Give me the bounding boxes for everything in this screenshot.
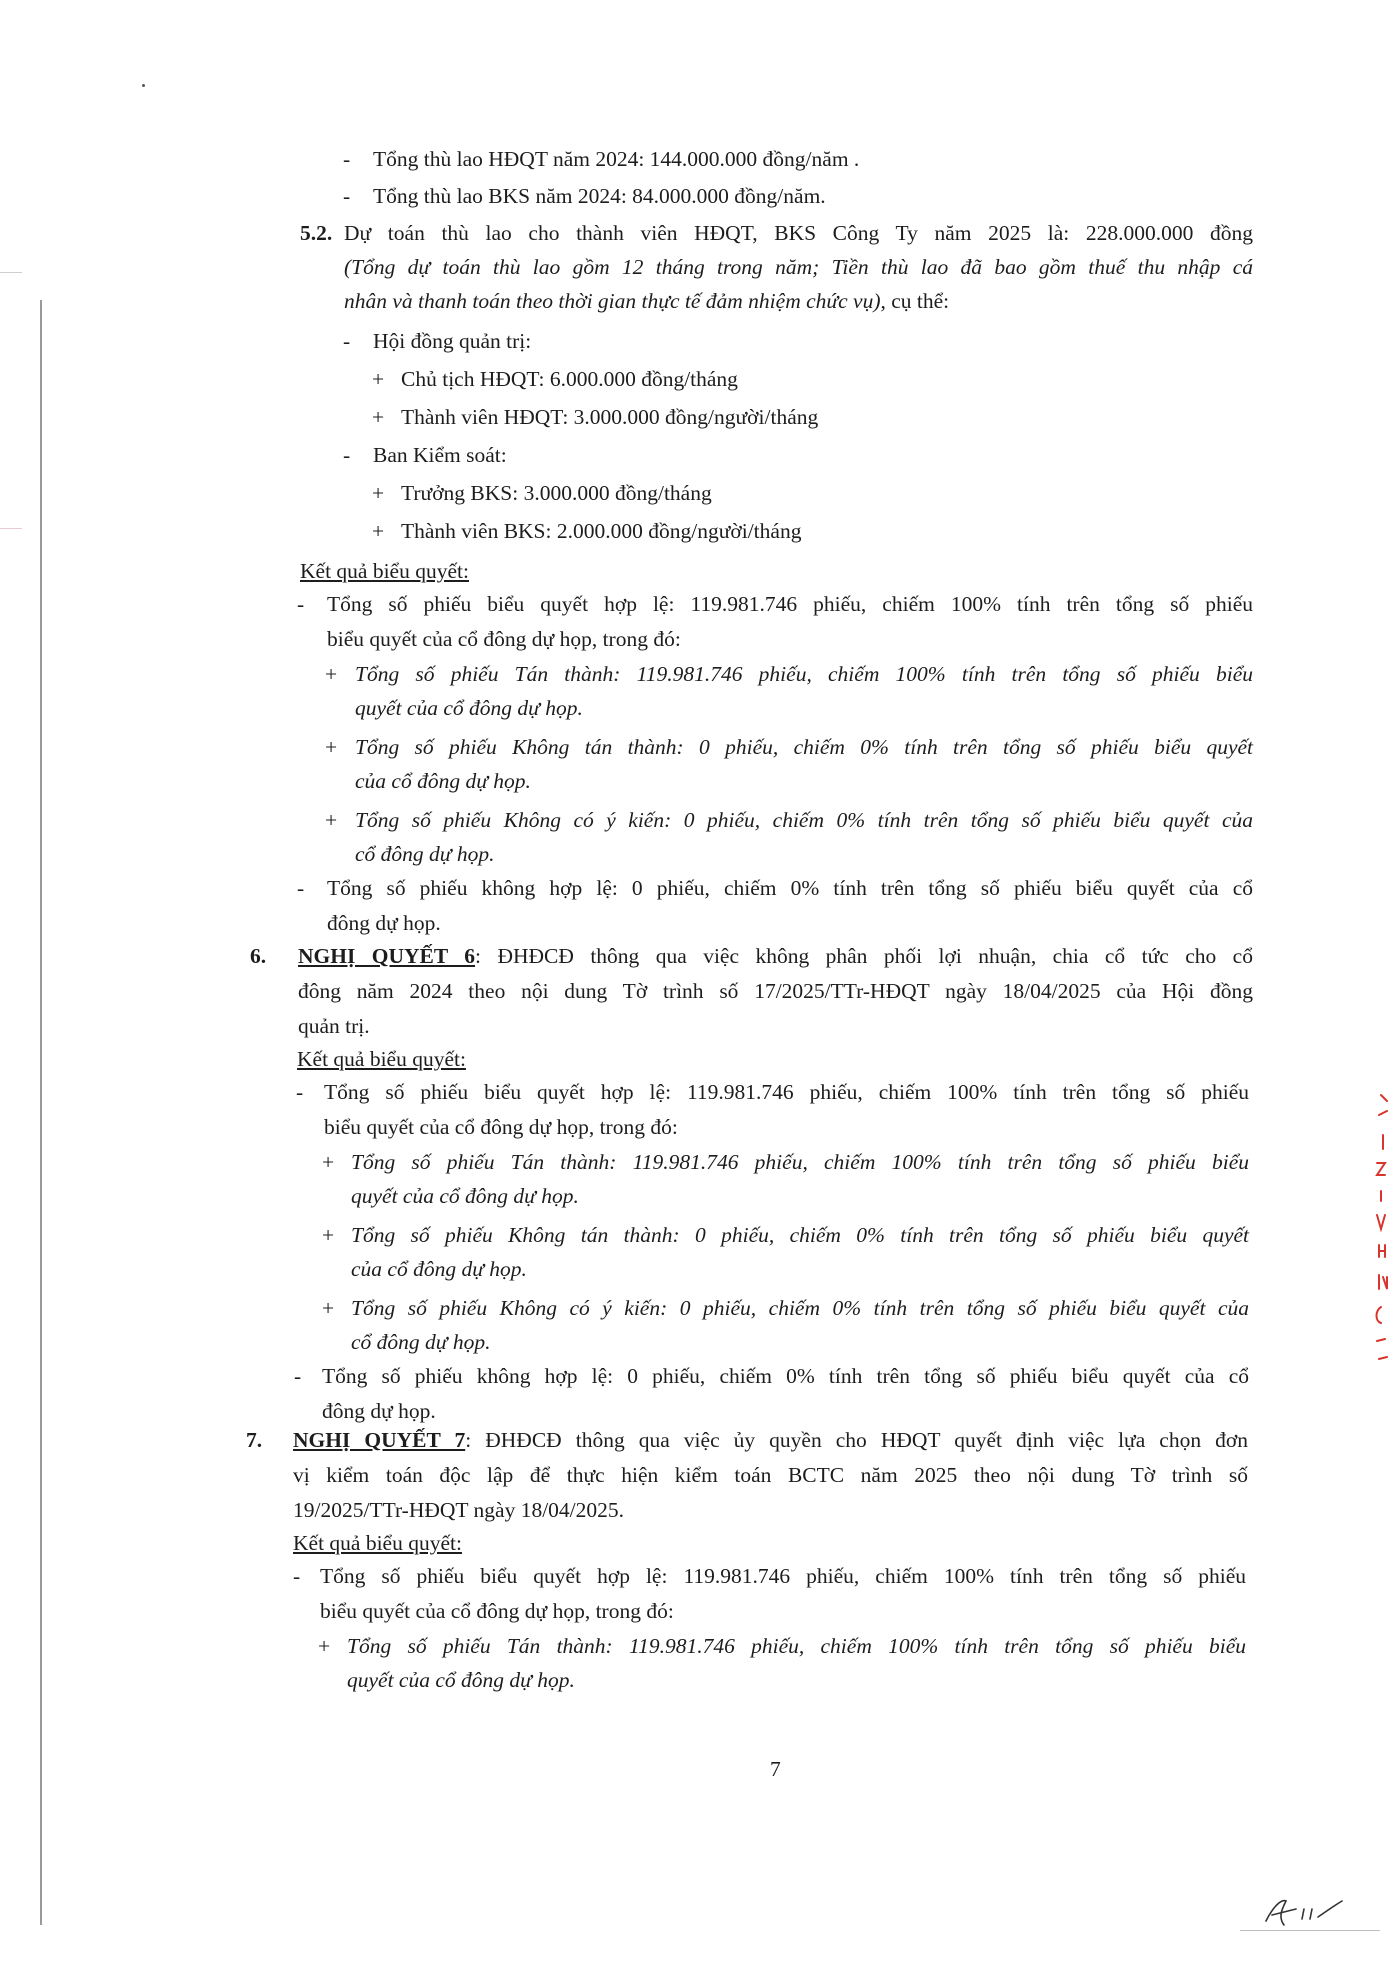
red-stamp-fragment: [1367, 1085, 1389, 1385]
resolution-7-line1: [293, 1421, 1248, 1459]
chair-remuneration: Chủ tịch HĐQT: 6.000.000 đồng/tháng: [401, 367, 738, 391]
vote-result-label: Kết quả biểu quyết:: [293, 1531, 462, 1555]
dash-marker: -: [297, 592, 305, 616]
plus-marker: +: [372, 367, 385, 391]
dash-marker: -: [343, 147, 351, 171]
valid-votes-line2: biểu quyết của cổ đông dự họp, trong đó:: [324, 1115, 678, 1139]
handwritten-initials: [1262, 1895, 1352, 1931]
resolution-7-line3: 19/2025/TTr-HĐQT ngày 18/04/2025.: [293, 1498, 625, 1522]
valid-votes-line1: Tổng số phiếu biểu quyết hợp lệ: 119.981.746 phiếu, chiếm 100% tính trên tổng số phiếu: [320, 1564, 1246, 1588]
dash-marker: -: [343, 443, 351, 467]
agree-votes-line2: quyết của cổ đông dự họp.: [355, 696, 583, 720]
plus-marker: +: [322, 1223, 335, 1247]
plus-marker: +: [325, 735, 338, 759]
agree-votes-line1: Tổng số phiếu Tán thành: 119.981.746 phiếu, chiếm 100% tính trên tổng số phiếu biểu: [347, 1634, 1246, 1658]
plus-marker: +: [322, 1296, 335, 1320]
agree-votes-line2: quyết của cổ đông dự họp.: [351, 1184, 579, 1208]
disagree-votes-line2: của cổ đông dự họp.: [355, 769, 531, 793]
dash-marker: -: [293, 1564, 301, 1588]
plus-marker: +: [318, 1634, 331, 1658]
invalid-votes-line2: đông dự họp.: [327, 911, 441, 935]
plus-marker: +: [372, 519, 385, 543]
resolution-7-line1-rest: : ĐHĐCĐ thông qua việc ủy quyền cho HĐQT quyết định việc lựa chọn đơn: [465, 1428, 1248, 1452]
hdqt-label: Hội đồng quản trị:: [373, 329, 532, 353]
bks-member-remuneration: Thành viên BKS: 2.000.000 đồng/người/tháng: [401, 519, 802, 543]
section-5-2-line2: (Tổng dự toán thù lao gồm 12 tháng trong năm; Tiền thù lao đã bao gồm thuế thu nhập cá: [344, 255, 1253, 279]
vote-result-label: Kết quả biểu quyết:: [300, 559, 469, 583]
hdqt-member-remuneration: Thành viên HĐQT: 3.000.000 đồng/người/tháng: [401, 405, 819, 429]
agree-votes-line1: Tổng số phiếu Tán thành: 119.981.746 phiếu, chiếm 100% tính trên tổng số phiếu biểu: [351, 1150, 1249, 1174]
resolution-6-line1: [298, 937, 1253, 975]
dash-marker: -: [296, 1080, 304, 1104]
disagree-votes-line1: Tổng số phiếu Không tán thành: 0 phiếu, chiếm 0% tính trên tổng số phiếu biểu quyết: [351, 1223, 1249, 1247]
plus-marker: +: [325, 662, 338, 686]
agree-votes-line2: quyết của cổ đông dự họp.: [347, 1668, 575, 1692]
remuneration-bks-2024: Tổng thù lao BKS năm 2024: 84.000.000 đồng/năm.: [373, 184, 826, 208]
bks-label: Ban Kiểm soát:: [373, 443, 507, 467]
invalid-votes-line2: đông dự họp.: [322, 1399, 436, 1423]
dash-marker: -: [343, 184, 351, 208]
noopinion-votes-line1: Tổng số phiếu Không có ý kiến: 0 phiếu, chiếm 0% tính trên tổng số phiếu biểu quyết của: [355, 808, 1253, 832]
section-5-2-line3-italic: nhân và thanh toán theo thời gian thực tế đảm nhiệm chức vụ): [344, 289, 881, 313]
resolution-6-number: 6.: [250, 944, 267, 968]
valid-votes-line1: Tổng số phiếu biểu quyết hợp lệ: 119.981.746 phiếu, chiếm 100% tính trên tổng số phiếu: [327, 592, 1253, 616]
dash-marker: -: [343, 329, 351, 353]
plus-marker: +: [372, 405, 385, 429]
plus-marker: +: [322, 1150, 335, 1174]
plus-marker: +: [372, 481, 385, 505]
dash-marker: -: [294, 1364, 302, 1388]
resolution-6-line3: quản trị.: [298, 1014, 370, 1038]
invalid-votes-line1: Tổng số phiếu không hợp lệ: 0 phiếu, chiếm 0% tính trên tổng số phiếu biểu quyết của cổ: [327, 876, 1253, 900]
agree-votes-line1: Tổng số phiếu Tán thành: 119.981.746 phiếu, chiếm 100% tính trên tổng số phiếu biểu: [355, 662, 1253, 686]
noopinion-votes-line2: cổ đông dự họp.: [355, 842, 495, 866]
invalid-votes-line1: Tổng số phiếu không hợp lệ: 0 phiếu, chiếm 0% tính trên tổng số phiếu biểu quyết của cổ: [322, 1364, 1249, 1388]
resolution-7-number: 7.: [246, 1428, 263, 1452]
disagree-votes-line1: Tổng số phiếu Không tán thành: 0 phiếu, chiếm 0% tính trên tổng số phiếu biểu quyết: [355, 735, 1253, 759]
remuneration-hdqt-2024: Tổng thù lao HĐQT năm 2024: 144.000.000 đồng/năm .: [373, 147, 860, 171]
section-5-2-line3: [344, 282, 949, 320]
resolution-7-title: NGHỊ QUYẾT 7: [293, 1428, 466, 1452]
scan-dot: [142, 84, 145, 87]
scan-left-edge: [40, 300, 42, 1925]
section-5-2-line1: Dự toán thù lao cho thành viên HĐQT, BKS Công Ty năm 2025 là: 228.000.000 đồng: [344, 221, 1253, 245]
vote-result-label: Kết quả biểu quyết:: [297, 1047, 466, 1071]
resolution-6-title: NGHỊ QUYẾT 6: [298, 944, 476, 968]
bks-head-remuneration: Trưởng BKS: 3.000.000 đồng/tháng: [401, 481, 712, 505]
section-5-2-line3-rest: , cụ thể:: [880, 289, 950, 313]
noopinion-votes-line2: cổ đông dự họp.: [351, 1330, 491, 1354]
plus-marker: +: [325, 808, 338, 832]
scan-tick: [0, 272, 22, 273]
page-number: 7: [770, 1757, 781, 1781]
section-5-2-number: 5.2.: [300, 221, 333, 245]
disagree-votes-line2: của cổ đông dự họp.: [351, 1257, 527, 1281]
resolution-7-line2: vị kiểm toán độc lập để thực hiện kiểm toán BCTC năm 2025 theo nội dung Tờ trình số: [293, 1463, 1248, 1487]
valid-votes-line1: Tổng số phiếu biểu quyết hợp lệ: 119.981.746 phiếu, chiếm 100% tính trên tổng số phiếu: [324, 1080, 1249, 1104]
valid-votes-line2: biểu quyết của cổ đông dự họp, trong đó:: [320, 1599, 674, 1623]
dash-marker: -: [297, 876, 305, 900]
noopinion-votes-line1: Tổng số phiếu Không có ý kiến: 0 phiếu, chiếm 0% tính trên tổng số phiếu biểu quyết của: [351, 1296, 1249, 1320]
valid-votes-line2: biểu quyết của cổ đông dự họp, trong đó:: [327, 627, 681, 651]
resolution-6-line1-rest: : ĐHĐCĐ thông qua việc không phân phối lợi nhuận, chia cổ tức cho cổ: [475, 944, 1253, 968]
resolution-6-line2: đông năm 2024 theo nội dung Tờ trình số 17/2025/TTr-HĐQT ngày 18/04/2025 của Hội đồng: [298, 979, 1253, 1003]
scan-tick: [0, 528, 22, 529]
